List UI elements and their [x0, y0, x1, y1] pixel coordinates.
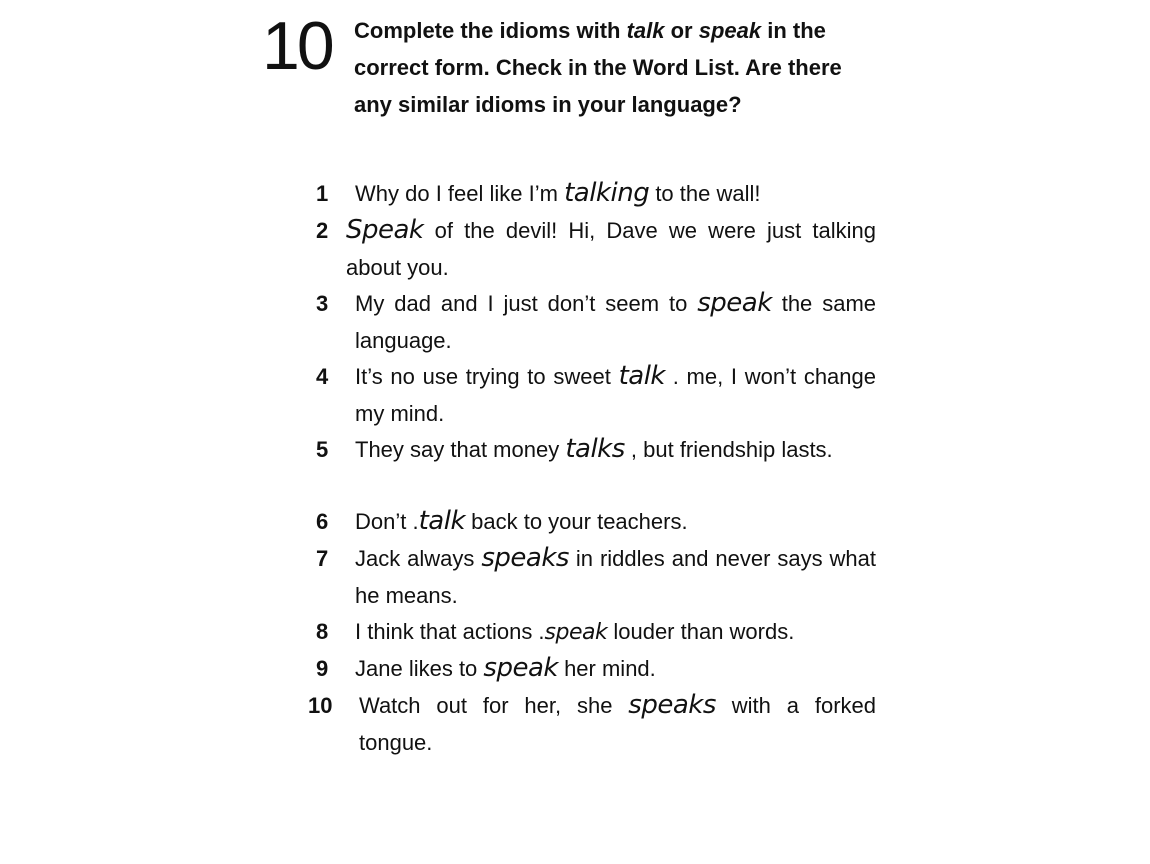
item-text: Jack always	[355, 546, 482, 571]
handwritten-answer: talk	[418, 506, 466, 536]
item-text: . me, I won’t change my mind.	[355, 364, 876, 426]
item-text: Don’t .	[355, 509, 419, 534]
item-text: the same language.	[355, 291, 877, 353]
item-text: to the wall!	[649, 181, 761, 206]
item-text: louder than words.	[607, 619, 795, 644]
instruction-word-speak: speak	[698, 18, 762, 43]
handwritten-answer: speak	[544, 620, 608, 645]
item-number: 10	[308, 693, 333, 718]
idiom-item	[316, 503, 876, 540]
exercise-instructions	[354, 12, 874, 123]
handwritten-answer: speak	[483, 653, 558, 683]
idiom-item	[316, 285, 876, 359]
handwritten-answer: speaks	[628, 690, 716, 720]
item-text: My dad and I just don’t seem to	[355, 291, 698, 316]
item-text: They say that money	[355, 437, 566, 462]
instruction-word-talk: talk	[626, 18, 665, 43]
item-number: 3	[316, 291, 329, 316]
instruction-text: or	[664, 18, 699, 43]
handwritten-answer: talking	[564, 178, 650, 208]
item-number: 4	[316, 364, 329, 389]
item-number: 5	[316, 437, 329, 462]
item-number: 6	[316, 509, 329, 534]
item-text: back to your teachers.	[465, 509, 688, 534]
idiom-item	[316, 613, 876, 651]
item-text: Jane likes to	[355, 656, 484, 681]
item-number: 1	[316, 181, 329, 206]
instruction-text: in the correct form. Check in the Word List. Are there any similar idioms in your language?	[354, 18, 842, 117]
item-text: , but friendship lasts.	[624, 437, 833, 462]
idiom-item	[316, 540, 876, 614]
idiom-item	[316, 358, 876, 432]
handwritten-answer: speak	[697, 288, 772, 318]
idiom-item	[316, 212, 876, 286]
exercise-number: 10	[262, 8, 332, 84]
handwritten-answer: talks	[565, 434, 625, 464]
instruction-text: Complete the idioms with	[354, 18, 627, 43]
item-text: in riddles and never says what he means.	[355, 546, 876, 608]
item-number: 8	[316, 619, 329, 644]
item-number: 7	[316, 546, 329, 571]
item-text: of the devil! Hi, Dave we were just talking about you.	[346, 218, 876, 280]
handwritten-answer: speaks	[481, 543, 569, 573]
idiom-item	[316, 431, 876, 468]
item-text: Why do I feel like I’m	[355, 181, 565, 206]
item-text: her mind.	[557, 656, 656, 681]
item-text: I think that actions .	[355, 619, 545, 644]
item-text: Watch out for her, she	[359, 693, 629, 718]
item-text: with a forked tongue.	[359, 693, 876, 755]
idiom-item	[308, 687, 876, 761]
item-number: 9	[316, 656, 329, 681]
item-text: It’s no use trying to sweet	[355, 364, 619, 389]
idiom-item	[316, 650, 876, 687]
handwritten-answer: Speak	[346, 215, 424, 245]
item-number: 2	[316, 218, 329, 243]
idiom-item	[316, 175, 876, 212]
handwritten-answer: talk	[618, 361, 665, 391]
